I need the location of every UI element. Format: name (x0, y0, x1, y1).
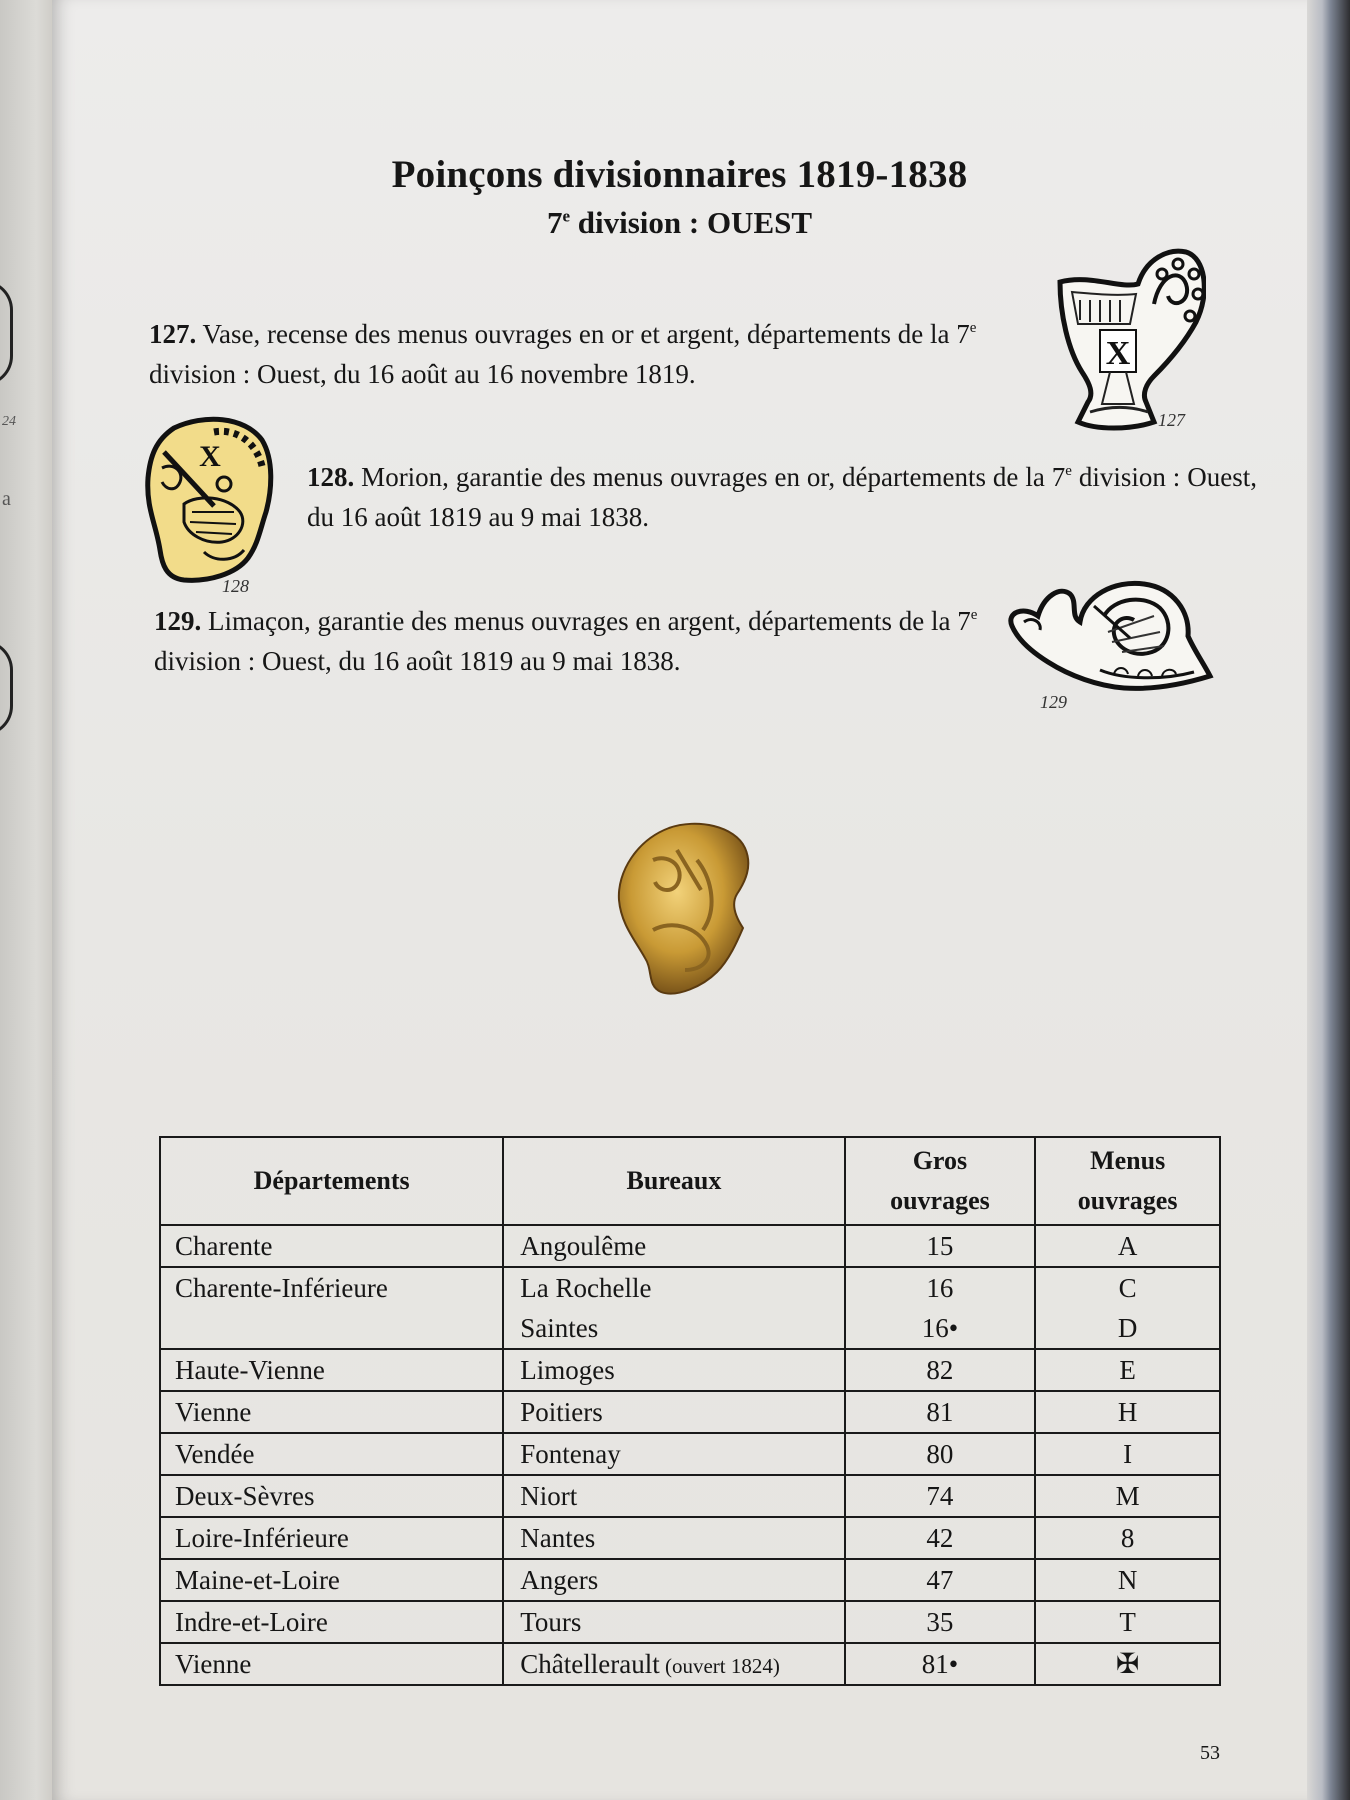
cell-gros: 15 (845, 1225, 1036, 1267)
gold-punch-mark-photo (617, 820, 757, 1000)
cell-menus: C D (1035, 1267, 1220, 1349)
cell-menus: N (1035, 1559, 1220, 1601)
table-row (160, 1643, 1220, 1685)
margin-fragment-letter: a (2, 488, 11, 510)
col-header-menus-ouvrages: Menus ouvrages (1035, 1137, 1220, 1225)
cell-departement: Loire-Inférieure (160, 1517, 503, 1559)
cell-bureau: Angoulême (503, 1225, 844, 1267)
col-header-bureaux: Bureaux (503, 1137, 844, 1225)
cell-departement: Vendée (160, 1433, 503, 1475)
cell-menus: I (1035, 1433, 1220, 1475)
cell-menus-cross: ✠ (1035, 1643, 1220, 1685)
cell-bureau: Tours (503, 1601, 844, 1643)
entry-128: 128. Morion, garantie des menus ouvrages en or, départements de la 7e division : Ouest, du 16 août 1819 au 9 mai 1838. (307, 462, 1257, 532)
table-row (160, 1225, 1220, 1267)
cell-departement: Haute-Vienne (160, 1349, 503, 1391)
cell-gros: 80 (845, 1433, 1036, 1475)
facing-page-edge (0, 0, 52, 1800)
snail-stamp-icon (1004, 576, 1214, 706)
cell-gros: 35 (845, 1601, 1036, 1643)
caption-127: 127 (1158, 410, 1185, 430)
cell-menus: 8 (1035, 1517, 1220, 1559)
entry-129: 129. Limaçon, garantie des menus ouvrages en argent, départements de la 7e division : Ouest, du 16 août 1819 au 9 mai 1838. (154, 606, 978, 676)
col-header-departements: Départements (160, 1137, 503, 1225)
cell-bureau: Nantes (503, 1517, 844, 1559)
cell-menus: A (1035, 1225, 1220, 1267)
table-row (160, 1517, 1220, 1559)
cell-departement: Vienne (160, 1643, 503, 1685)
page-subtitle: 7e division : OUEST (546, 205, 813, 240)
table-row (160, 1349, 1220, 1391)
page-title: Poinçons divisionnaires 1819-1838 (391, 153, 968, 196)
table-row (160, 1601, 1220, 1643)
cell-departement: Indre-et-Loire (160, 1601, 503, 1643)
cell-bureau: Angers (503, 1559, 844, 1601)
cell-departement: Charente-Inférieure (160, 1267, 503, 1349)
entry-127: 127. Vase, recense des menus ouvrages en or et argent, départements de la 7e division : Ouest, du 16 août au 16 novembre 1819. (149, 319, 977, 389)
cell-gros: 16 16• (845, 1267, 1036, 1349)
cell-menus: T (1035, 1601, 1220, 1643)
cell-bureau: Châtellerault (ouvert 1824) (503, 1643, 844, 1685)
table-row (160, 1391, 1220, 1433)
cell-bureau: Limoges (503, 1349, 844, 1391)
cell-departement: Maine-et-Loire (160, 1559, 503, 1601)
table-row (160, 1267, 1220, 1349)
cell-bureau: Poitiers (503, 1391, 844, 1433)
table-row (160, 1475, 1220, 1517)
cell-menus: H (1035, 1391, 1220, 1433)
cell-menus: E (1035, 1349, 1220, 1391)
cell-bureau: Niort (503, 1475, 844, 1517)
facing-page-stamp-edge (0, 640, 13, 736)
col-header-gros-ouvrages: Gros ouvrages (845, 1137, 1036, 1225)
cell-gros: 42 (845, 1517, 1036, 1559)
book-page (52, 0, 1307, 1800)
caption-129: 129 (1040, 692, 1067, 712)
bureaux-table (159, 1136, 1221, 1686)
page-number: 53 (1200, 1742, 1220, 1764)
cell-departement: Vienne (160, 1391, 503, 1433)
caption-128: 128 (222, 576, 249, 596)
cell-menus: M (1035, 1475, 1220, 1517)
bureau-note: (ouvert 1824) (659, 1653, 780, 1678)
facing-page-stamp-edge (0, 280, 13, 386)
svg-text:X: X (199, 440, 221, 473)
margin-fragment-number: 24 (2, 414, 16, 429)
page-edge-right (1307, 0, 1350, 1800)
cell-gros: 82 (845, 1349, 1036, 1391)
table-header-row (160, 1137, 1220, 1225)
cell-bureau: Fontenay (503, 1433, 844, 1475)
table-row (160, 1433, 1220, 1475)
cell-gros: 81 (845, 1391, 1036, 1433)
cell-departement: Deux-Sèvres (160, 1475, 503, 1517)
cell-departement: Charente (160, 1225, 503, 1267)
vase-stamp-icon (1050, 244, 1206, 434)
morion-stamp-icon (144, 412, 274, 588)
svg-text:X: X (1105, 335, 1131, 372)
table-row (160, 1559, 1220, 1601)
cell-gros: 81• (845, 1643, 1036, 1685)
cell-bureau: La Rochelle Saintes (503, 1267, 844, 1349)
cell-gros: 47 (845, 1559, 1036, 1601)
cell-gros: 74 (845, 1475, 1036, 1517)
